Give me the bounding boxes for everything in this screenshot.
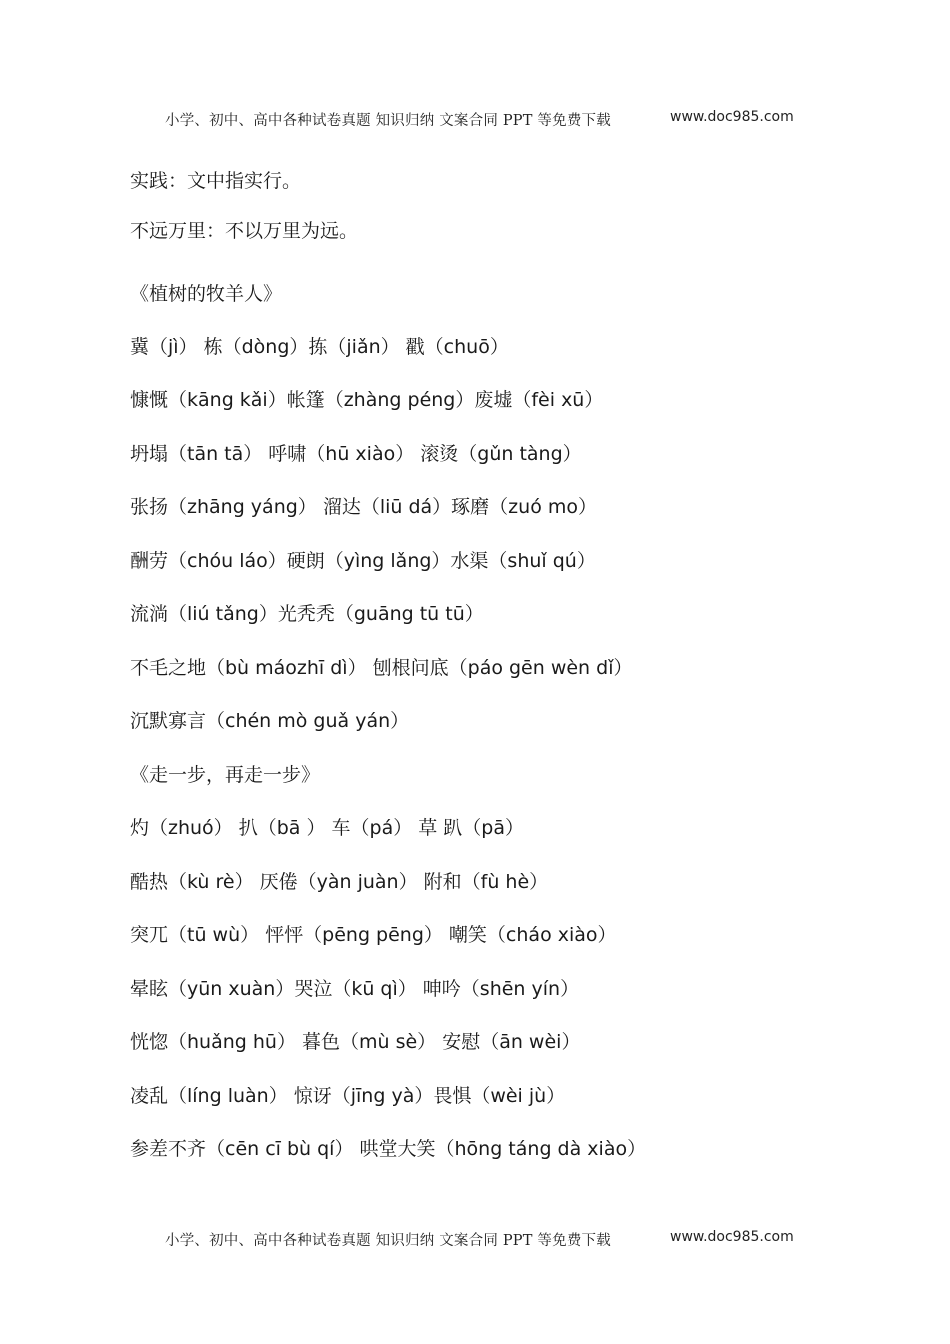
text-line: 慷慨（kāng kǎi）帐篷（zhàng péng）废墟（fèi xū） <box>130 389 604 411</box>
text-line: 晕眩（yūn xuàn）哭泣（kū qì） 呻吟（shēn yín） <box>130 978 580 1000</box>
text-line: 冀（jì） 栋（dòng）拣（jiǎn） 戳（chuō） <box>130 336 509 358</box>
text-line: 不远万里：不以万里为远。 <box>130 220 359 242</box>
page-header <box>0 103 950 133</box>
footer-url: www.doc985.com <box>670 1229 794 1245</box>
text-line: 坍塌（tān tā） 呼啸（hū xiào） 滚烫（gǔn tàng） <box>130 443 582 465</box>
header-url: www.doc985.com <box>670 109 794 125</box>
text-line: 流淌（liú tǎng）光秃秃（guāng tū tū） <box>130 603 484 625</box>
section-title: 《植树的牧羊人》 <box>130 283 283 305</box>
text-line: 突兀（tū wù） 怦怦（pēng pēng） 嘲笑（cháo xiào） <box>130 924 617 946</box>
text-line: 恍惚（huǎng hū） 暮色（mù sè） 安慰（ān wèi） <box>130 1031 581 1053</box>
text-line: 酬劳（chóu láo）硬朗（yìng lǎng）水渠（shuǐ qú） <box>130 550 596 572</box>
footer-text: 小学、初中、高中各种试卷真题 知识归纳 文案合同 PPT 等免费下载 <box>165 1233 611 1249</box>
text-line: 灼（zhuó） 扒（bā ） 车（pá） 草 趴（pā） <box>130 817 524 839</box>
text-line: 张扬（zhāng yáng） 溜达（liū dá）琢磨（zuó mo） <box>130 496 597 518</box>
section-title: 《走一步，再走一步》 <box>130 764 321 786</box>
page-footer <box>0 1223 950 1253</box>
header-text: 小学、初中、高中各种试卷真题 知识归纳 文案合同 PPT 等免费下载 <box>165 113 611 129</box>
text-line: 酷热（kù rè） 厌倦（yàn juàn） 附和（fù hè） <box>130 871 549 893</box>
text-line: 实践：文中指实行。 <box>130 170 302 192</box>
text-line: 不毛之地（bù máozhī dì） 刨根问底（páo gēn wèn dǐ） <box>130 657 633 679</box>
text-line: 参差不齐（cēn cī bù qí） 哄堂大笑（hōng táng dà xiào） <box>130 1138 647 1160</box>
text-line: 沉默寡言（chén mò guǎ yán） <box>130 710 410 732</box>
text-line: 凌乱（líng luàn） 惊讶（jīng yà）畏惧（wèi jù） <box>130 1085 566 1107</box>
